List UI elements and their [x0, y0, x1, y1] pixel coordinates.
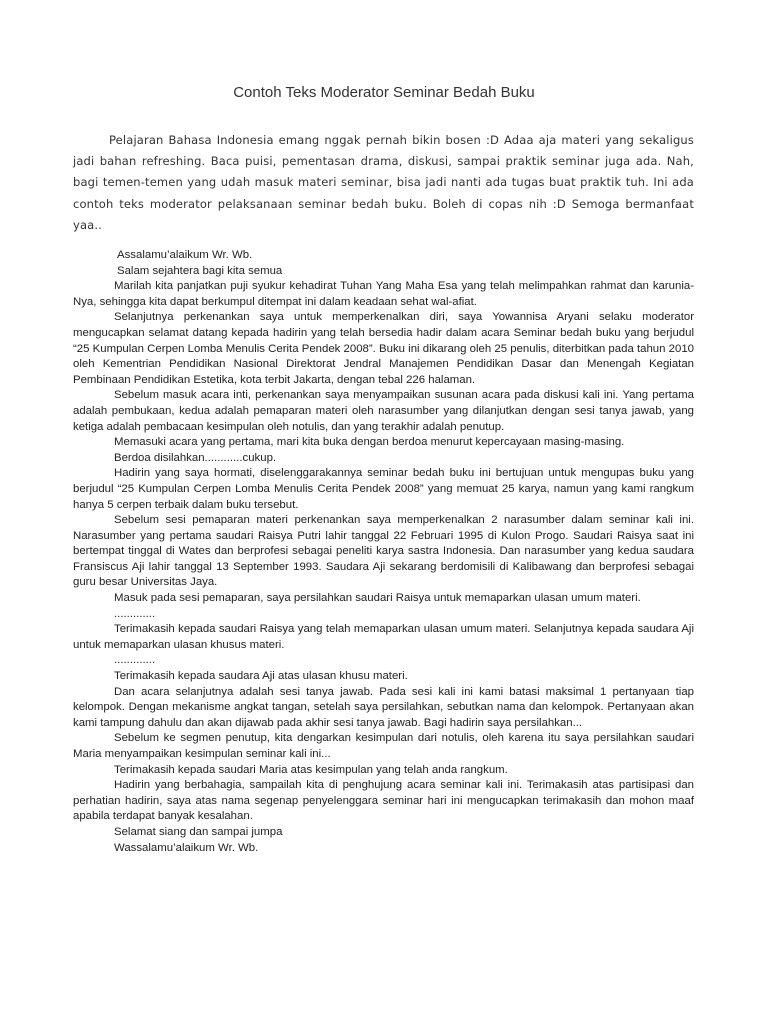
script-paragraph: Sebelum ke segmen penutup, kita dengarkan kesimpulan dari notulis, oleh karena itu saya persilahkan saudari Maria menyampaikan kesimpulan seminar kali ini...: [73, 732, 694, 760]
script-paragraph: Selanjutnya perkenankan saya untuk memperkenalkan diri, saya Yowannisa Aryani selaku moderator mengucapkan selamat datang kepada hadirin yang telah bersedia hadir dalam acara Seminar bedah buku yang berjudul “25 Kumpulan Cerpen Lomba Menulis Cerita Pendek 2008”. Buku ini dikarang oleh 25 penulis, diterbitkan pada tahun 2010 oleh Kementrian Pendidikan Nasional Direktorat Jendral Manajemen Pendidikan Dasar dan Menengah Kegiatan Pembinaan Pendidikan Estetika, kota terbit Jakarta, dengan tebal 226 halaman.: [73, 311, 694, 386]
script-paragraph: Terimakasih kepada saudari Maria atas kesimpulan yang telah anda rangkum.: [114, 763, 508, 776]
document-title: Contoh Teks Moderator Seminar Bedah Buku: [233, 84, 535, 101]
script-paragraph: Marilah kita panjatkan puji syukur kehadirat Tuhan Yang Maha Esa yang telah melimpahkan rahmat dan karunia-Nya, sehingga kita dapat berkumpul ditempat ini dalam keadaan sehat wal-afiat.: [73, 280, 694, 308]
script-paragraph: .............: [114, 607, 156, 620]
script-paragraph: Dan acara selanjutnya adalah sesi tanya jawab. Pada sesi kali ini kami batasi maksimal 1 pertanyaan tiap kelompok. Dengan mekanisme angkat tangan, setelah saya persilahkan, sebutkan nama dan kelompok. Pertanyaan akan kami tampung dahulu dan akan dijawab pada akhir sesi tanya jawab. Bagi hadirin saya persilahkan...: [73, 685, 694, 729]
script-paragraph: Berdoa disilahkan............cukup.: [114, 451, 277, 464]
script-paragraph: .............: [114, 654, 156, 667]
script-paragraph: Terimakasih kepada saudara Aji atas ulasan khusu materi.: [114, 670, 408, 683]
script-paragraph: Memasuki acara yang pertama, mari kita buka dengan berdoa menurut kepercayaan masing-masing.: [114, 436, 625, 449]
script-paragraph: Assalamu’alaikum Wr. Wb.: [117, 249, 253, 261]
moderator-script: [73, 248, 694, 856]
script-paragraph: Wassalamu’alaikum Wr. Wb.: [114, 841, 259, 854]
script-paragraph: Selamat siang dan sampai jumpa: [114, 825, 283, 838]
script-paragraph: Masuk pada sesi pemaparan, saya persilahkan saudari Raisya untuk memaparkan ulasan umum materi.: [114, 592, 641, 605]
script-paragraph: Sebelum sesi pemaparan materi perkenankan saya memperkenalkan 2 narasumber dalam seminar kali ini. Narasumber yang pertama saudari Raisya Putri lahir tanggal 22 Februari 1995 di Kulon Progo. Saudari Raisya saat ini bertempat tinggal di Wates dan berprofesi sebagai peneliti karya sastra Indonesia. Dan narasumber yang kedua saudara Fransiscus Aji lahir tanggal 13 September 1993. Saudara Aji sekarang berdomisili di Kalibawang dan berprofesi sebagai guru besar Universitas Jaya.: [73, 514, 694, 589]
script-paragraph: Hadirin yang saya hormati, diselenggarakannya seminar bedah buku ini bertujuan untuk mengupas buku yang berjudul “25 Kumpulan Cerpen Lomba Menulis Cerita Pendek 2008” yang memuat 25 karya, namun yang kami rangkum hanya 5 cerpen terbaik dalam buku tersebut.: [73, 467, 694, 511]
script-paragraph: Salam sejahtera bagi kita semua: [117, 264, 283, 277]
script-paragraph: Hadirin yang berbahagia, sampailah kita di penghujung acara seminar kali ini. Terimakasih atas partisipasi dan perhatian hadirin, saya atas nama segenap penyelenggara seminar hari ini mengucapkan terimakasih dan mohon maaf apabila terdapat banyak kesalahan.: [73, 779, 694, 823]
intro-paragraph: Pelajaran Bahasa Indonesia emang nggak pernah bikin bosen :D Adaa aja materi yang sekaligus jadi bahan refreshing. Baca puisi, pementasan drama, diskusi, sampai praktik seminar juga ada. Nah, bagi temen-temen yang udah masuk materi seminar, bisa jadi nanti ada tugas buat praktik tuh. Ini ada contoh teks moderator pelaksanaan seminar bedah buku. Boleh di copas nih :D Semoga bermanfaat yaa..: [73, 133, 694, 232]
script-paragraph: Terimakasih kepada saudari Raisya yang telah memaparkan ulasan umum materi. Selanjutnya kepada saudara Aji untuk memaparkan ulasan khusus materi.: [73, 623, 694, 651]
script-paragraph: Sebelum masuk acara inti, perkenankan saya menyampaikan susunan acara pada diskusi kali ini. Yang pertama adalah pembukaan, kedua adalah pemaparan materi oleh narasumber yang dilanjutkan dengan sesi tanya jawab, yang ketiga adalah pembacaan kesimpulan oleh notulis, dan yang terakhir adalah penutup.: [73, 389, 694, 433]
